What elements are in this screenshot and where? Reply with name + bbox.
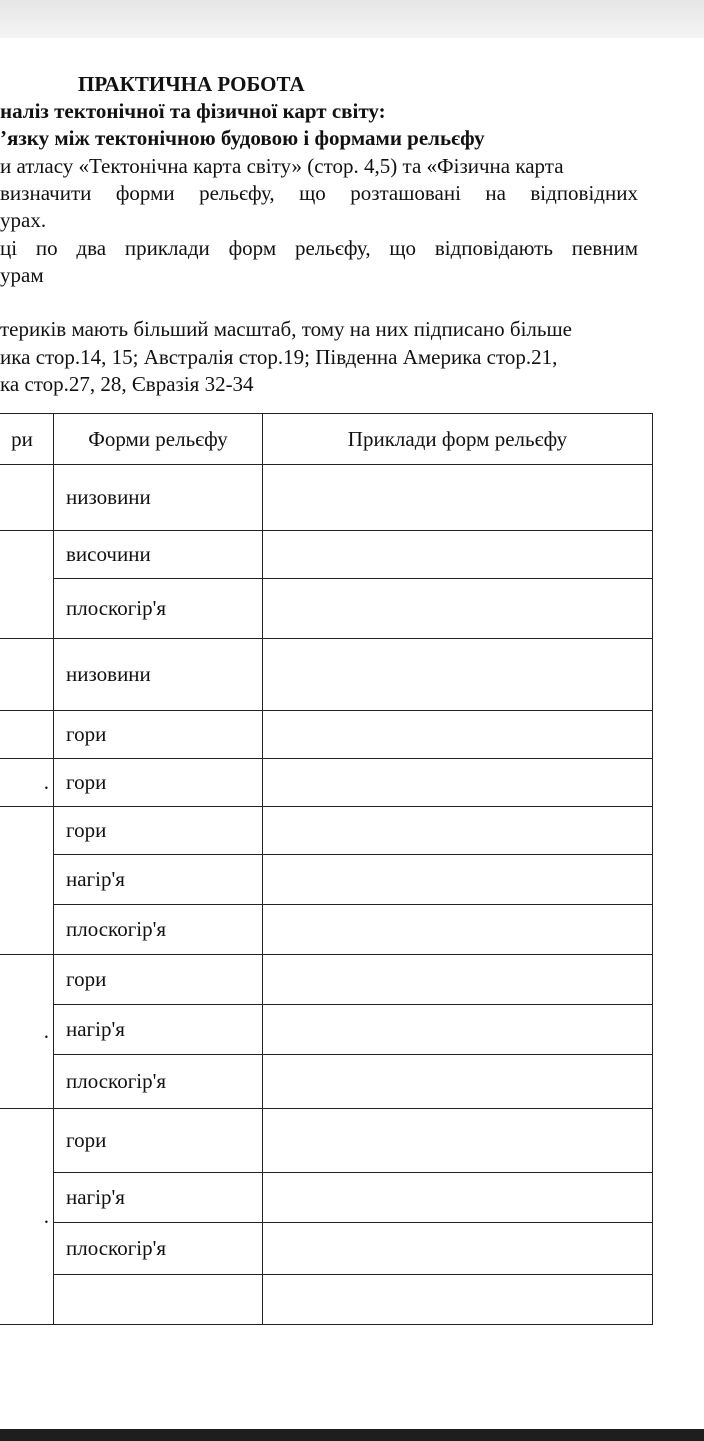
relief-form-cell: гори [54, 955, 263, 1005]
table-row [0, 465, 653, 531]
table-row [0, 531, 653, 579]
table-row [0, 807, 653, 855]
relief-form-cell: низовини [54, 465, 263, 531]
table-row [0, 759, 653, 807]
relief-form-cell: гори [54, 711, 263, 759]
table-row [0, 1275, 653, 1325]
structure-cell [0, 807, 54, 955]
task-2-line-1-word: по [35, 236, 58, 260]
task-1-line-2 [0, 180, 638, 206]
task-2-line-1-word: відповідають [434, 236, 553, 260]
example-cell[interactable] [263, 807, 653, 855]
relief-form-cell: низовини [54, 639, 263, 711]
structure-cell [0, 465, 54, 531]
task-1-line-1: и атласу «Тектонічна карта світу» (стор. 4,5) та «Фізична карта [0, 154, 564, 178]
table-row [0, 1005, 653, 1055]
subtitle-line-1: наліз тектонічної та фізичної карт світу: [0, 99, 386, 123]
table-row [0, 1109, 653, 1173]
relief-form-cell: нагір'я [54, 1173, 263, 1223]
example-cell[interactable] [263, 1109, 653, 1173]
relief-form-cell [54, 1275, 263, 1325]
note-line-2: ика стор.14, 15; Австралія стор.19; Південна Америка стор.21, [0, 345, 558, 369]
task-1-line-2-word: на [485, 181, 506, 205]
task-1-line-2-word: форми [115, 181, 175, 205]
header-cell-relief-forms: Форми рельєфу [54, 414, 263, 465]
structure-cell: . [0, 759, 54, 807]
example-cell[interactable] [263, 855, 653, 905]
relief-form-cell: гори [54, 807, 263, 855]
page-title: ПРАКТИЧНА РОБОТА [78, 72, 305, 96]
task-2-line-1-word: що [389, 236, 417, 260]
task-2-line-1-word: певним [571, 236, 638, 260]
table-row [0, 955, 653, 1005]
example-cell[interactable] [263, 1173, 653, 1223]
table-row [0, 855, 653, 905]
example-cell[interactable] [263, 955, 653, 1005]
task-1-line-2-word: рельєфу, [199, 181, 275, 205]
relief-form-cell: плоскогір'я [54, 1055, 263, 1109]
task-2-line-1-word: два [76, 236, 107, 260]
relief-form-cell: височини [54, 531, 263, 579]
task-1-line-2-word: розташовані [350, 181, 461, 205]
example-cell[interactable] [263, 711, 653, 759]
relief-form-cell: плоскогір'я [54, 579, 263, 639]
task-1-line-2-word: що [299, 181, 326, 205]
example-cell[interactable] [263, 1275, 653, 1325]
example-cell[interactable] [263, 465, 653, 531]
task-2-line-1 [0, 235, 638, 261]
relief-form-cell: нагір'я [54, 855, 263, 905]
table-row [0, 711, 653, 759]
task-1-line-2-word: відповідних [530, 181, 638, 205]
relief-form-cell: гори [54, 1109, 263, 1173]
table-row [0, 1055, 653, 1109]
task-1-line-2-word: визначити [0, 181, 92, 205]
task-1-line-3: урах. [0, 208, 47, 232]
structure-cell [0, 711, 54, 759]
bottom-bar [0, 1429, 704, 1441]
table-row [0, 1173, 653, 1223]
structure-cell [0, 531, 54, 639]
relief-form-cell: плоскогір'я [54, 1223, 263, 1275]
header-cell-structures: ри [0, 414, 54, 465]
relief-form-cell: плоскогір'я [54, 905, 263, 955]
table-header-row [0, 414, 653, 465]
task-2-line-1-word: рельєфу, [294, 236, 371, 260]
task-2-line-1-word: ці [0, 236, 18, 260]
header-cell-examples: Приклади форм рельєфу [263, 414, 653, 465]
example-cell[interactable] [263, 579, 653, 639]
structure-cell: . [0, 1109, 54, 1325]
structure-cell [0, 639, 54, 711]
example-cell[interactable] [263, 1223, 653, 1275]
table-row [0, 639, 653, 711]
task-2-line-1-word: форм [228, 236, 277, 260]
table-row [0, 1223, 653, 1275]
note-line-1: териків мають більший масштаб, тому на них підписано більше [0, 317, 572, 341]
example-cell[interactable] [263, 531, 653, 579]
example-cell[interactable] [263, 1055, 653, 1109]
structure-cell: . [0, 955, 54, 1109]
example-cell[interactable] [263, 1005, 653, 1055]
task-2-line-1-word: приклади [124, 236, 210, 260]
subtitle-line-2: ’язку між тектонічною будовою і формами рельєфу [0, 126, 485, 150]
note-line-3: ка стор.27, 28, Євразія 32-34 [0, 372, 254, 396]
example-cell[interactable] [263, 759, 653, 807]
relief-table [0, 413, 653, 1325]
relief-form-cell: нагір'я [54, 1005, 263, 1055]
table-row [0, 579, 653, 639]
relief-form-cell: гори [54, 759, 263, 807]
example-cell[interactable] [263, 639, 653, 711]
example-cell[interactable] [263, 905, 653, 955]
table-row [0, 905, 653, 955]
top-status-bar [0, 0, 704, 38]
task-2-line-2: урам [0, 263, 44, 287]
